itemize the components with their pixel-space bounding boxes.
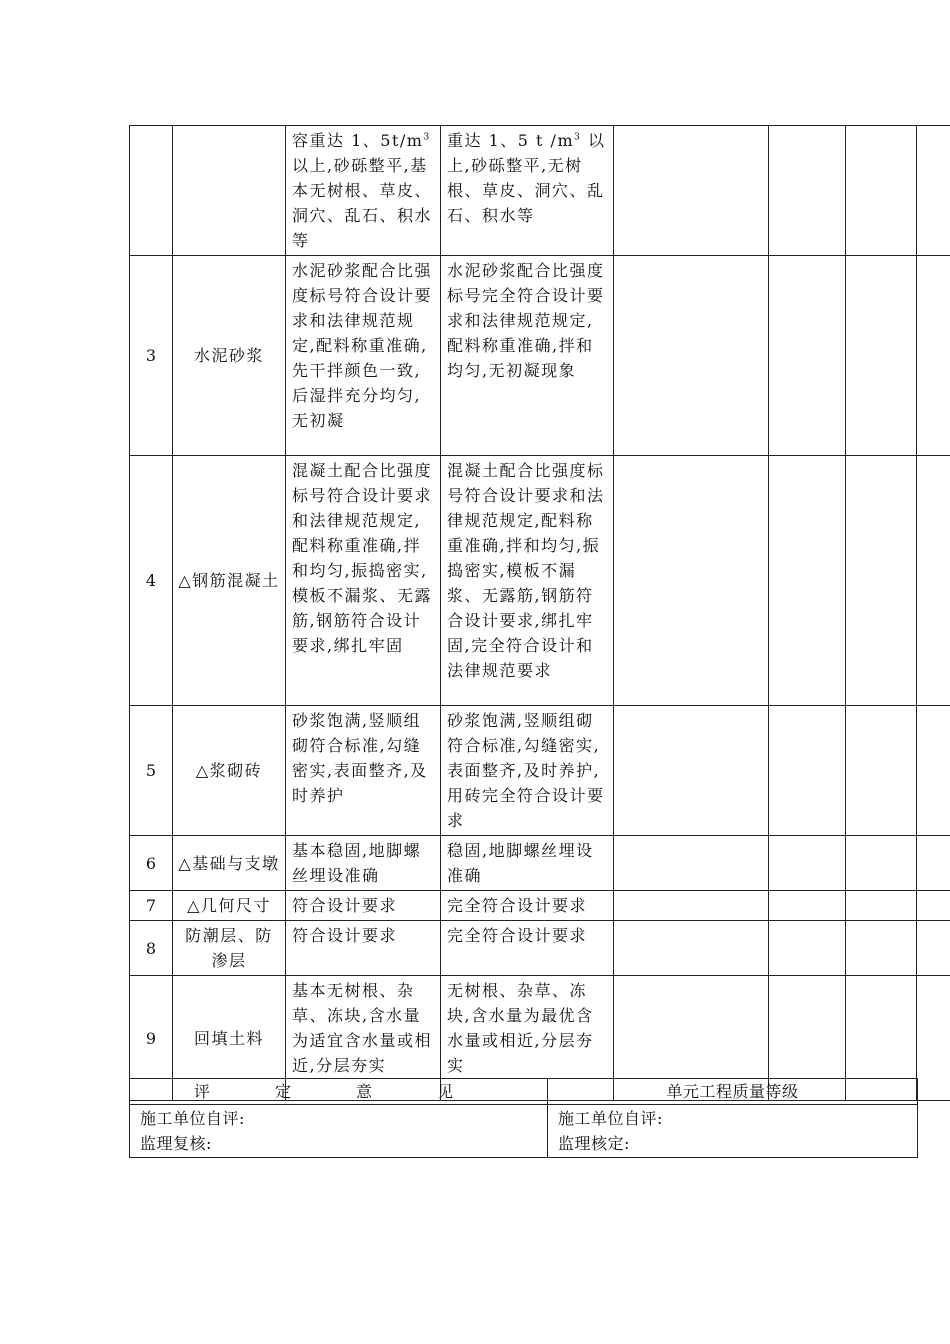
excellent-standard: 完全符合设计要求 [441,891,614,921]
excellent-standard: 完全符合设计要求 [441,921,614,976]
empty-cell [917,836,950,891]
standard-text: 重达 1、5 t /m [447,131,575,150]
table-row [130,256,950,456]
superscript: 3 [423,132,431,143]
qualified-standard: 水泥砂浆配合比强度标号符合设计要求和法律规范规定,配料称重准确,先干拌颜色一致,后湿拌充分均匀,无初凝 [286,256,441,456]
empty-cell [917,976,950,1101]
superscript: 3 [574,132,582,143]
table-row [130,706,950,836]
evaluation-footer-table [129,1078,918,1158]
inspection-item: △基础与支墩 [173,836,286,891]
excellent-standard: 混凝土配合比强度标号符合设计要求和法律规范规定,配料称重准确,拌和均匀,振捣密实,模板不漏浆、无露筋,钢筋符合设计要求,绑扎牢固,完全符合设计和法律规范要求 [441,456,614,706]
qualified-standard: 基本稳固,地脚螺丝埋设准确 [286,836,441,891]
table-row [130,456,950,706]
row-number: 4 [130,456,173,706]
evaluation-opinion-header: 评 定 意 见 [130,1079,548,1105]
contractor-self-assessment-label: 施工单位自评: [558,1109,663,1128]
empty-cell [769,891,846,921]
table-row [130,126,950,256]
row-number: 3 [130,256,173,456]
empty-cell [769,126,846,256]
standard-text: 以上,砂砾整平,基本无树根、草皮、洞穴、乱石、积水等 [292,156,433,250]
empty-cell [614,836,769,891]
row-number: 7 [130,891,173,921]
qualified-standard: 混凝土配合比强度标号符合设计要求和法律规范规定,配料称重准确,拌和均匀,振捣密实,模板不漏浆、无露筋,钢筋符合设计要求,绑扎牢固 [286,456,441,706]
empty-cell [846,706,917,836]
footer-body-row [130,1105,918,1158]
excellent-standard: 砂浆饱满,竖顺组砌符合标准,勾缝密实,表面整齐,及时养护,用砖完全符合设计要求 [441,706,614,836]
table-row [130,836,950,891]
footer-header-row [130,1079,918,1105]
standard-text: 容重达 1、5t/m [292,131,424,150]
quality-grade-cell [548,1105,918,1158]
qualified-standard: 符合设计要求 [286,921,441,976]
excellent-standard [441,126,614,256]
row-number: 8 [130,921,173,976]
empty-cell [614,126,769,256]
empty-cell [846,891,917,921]
qualified-standard: 符合设计要求 [286,891,441,921]
excellent-standard: 稳固,地脚螺丝埋设准确 [441,836,614,891]
inspection-item: 回填土料 [173,976,286,1101]
evaluation-opinion-cell [130,1105,548,1158]
inspection-item: 防潮层、防渗层 [173,921,286,976]
empty-cell [614,891,769,921]
contractor-self-assessment-label: 施工单位自评: [140,1109,245,1128]
empty-cell [846,256,917,456]
quality-standards-table [129,125,950,1101]
empty-cell [846,921,917,976]
empty-cell [614,256,769,456]
empty-cell [769,836,846,891]
qualified-standard: 砂浆饱满,竖顺组砌符合标准,勾缝密实,表面整齐,及时养护 [286,706,441,836]
empty-cell [769,706,846,836]
inspection-item [173,126,286,256]
empty-cell [917,456,950,706]
row-number: 9 [130,976,173,1101]
table-row [130,891,950,921]
empty-cell [769,456,846,706]
empty-cell [846,126,917,256]
empty-cell [769,256,846,456]
empty-cell [917,921,950,976]
inspection-item: △浆砌砖 [173,706,286,836]
empty-cell [846,836,917,891]
inspection-item: 水泥砂浆 [173,256,286,456]
excellent-standard: 水泥砂浆配合比强度标号完全符合设计要求和法律规范规定,配料称重准确,拌和均匀,无初凝现象 [441,256,614,456]
row-number: 6 [130,836,173,891]
empty-cell [917,256,950,456]
quality-grade-header: 单元工程质量等级 [548,1079,918,1105]
inspection-item: △几何尺寸 [173,891,286,921]
empty-cell [614,706,769,836]
qualified-standard [286,126,441,256]
empty-cell [846,456,917,706]
qualified-standard: 基本无树根、杂草、冻块,含水量为适宜含水量或相近,分层夯实 [286,976,441,1101]
excellent-standard: 无树根、杂草、冻块,含水量为最优含水量或相近,分层夯实 [441,976,614,1101]
row-number: 5 [130,706,173,836]
empty-cell [917,126,950,256]
empty-cell [769,921,846,976]
inspection-item: △钢筋混凝土 [173,456,286,706]
empty-cell [614,456,769,706]
empty-cell [917,891,950,921]
supervisor-review-label: 监理复核: [140,1134,212,1153]
supervisor-approval-label: 监理核定: [558,1134,630,1153]
table-row [130,921,950,976]
empty-cell [614,921,769,976]
empty-cell [917,706,950,836]
row-number [130,126,173,256]
standard-text: 以上,砂砾整平,无树根、草皮、洞穴、乱石、积水等 [447,131,606,225]
